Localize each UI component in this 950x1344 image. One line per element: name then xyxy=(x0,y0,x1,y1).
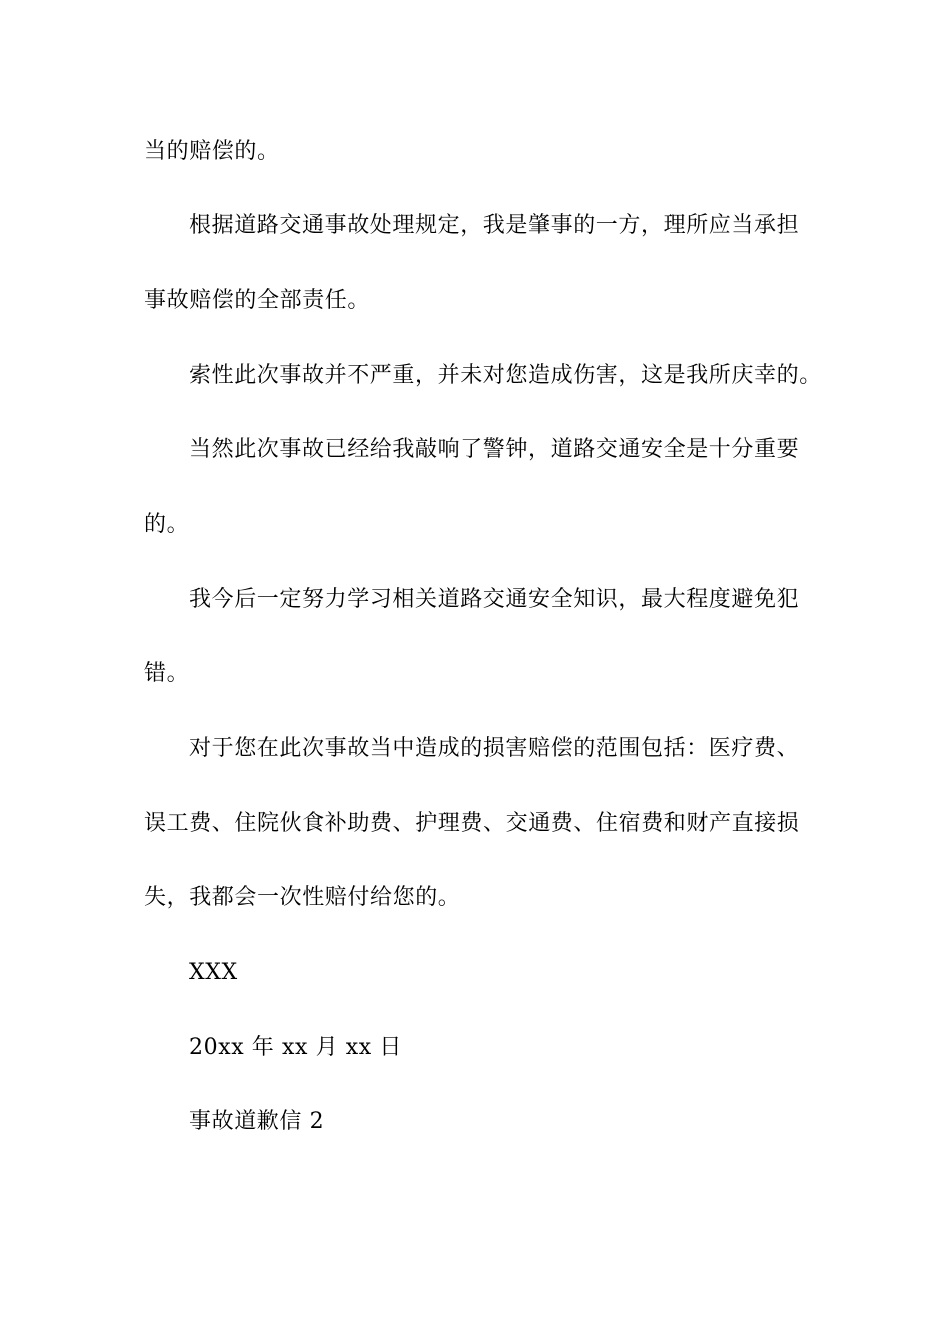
paragraph-line: 的。 xyxy=(144,512,190,537)
paragraph-line: 我今后一定努力学习相关道路交通安全知识，最大程度避免犯 xyxy=(189,587,800,612)
paragraph-line: 当的赔偿的。 xyxy=(144,139,280,164)
paragraph-line: 事故赔偿的全部责任。 xyxy=(144,288,371,313)
paragraph-line: 误工费、住院伙食补助费、护理费、交通费、住宿费和财产直接损 xyxy=(144,811,800,836)
section-title: 事故道歉信 2 xyxy=(189,1109,325,1134)
paragraph-line: 根据道路交通事故处理规定，我是肇事的一方，理所应当承担 xyxy=(189,213,800,238)
paragraph-line: 索性此次事故并不严重，并未对您造成伤害，这是我所庆幸的。 xyxy=(189,363,822,388)
paragraph-line: 失，我都会一次性赔付给您的。 xyxy=(144,885,461,910)
signature-name: XXX xyxy=(189,960,238,985)
paragraph-line: 对于您在此次事故当中造成的损害赔偿的范围包括：医疗费、 xyxy=(189,736,800,761)
paragraph-line: 错。 xyxy=(144,661,190,686)
signature-date: 20xx 年 xx 月 xx 日 xyxy=(189,1035,403,1060)
paragraph-line: 当然此次事故已经给我敲响了警钟，道路交通安全是十分重要 xyxy=(189,437,800,462)
